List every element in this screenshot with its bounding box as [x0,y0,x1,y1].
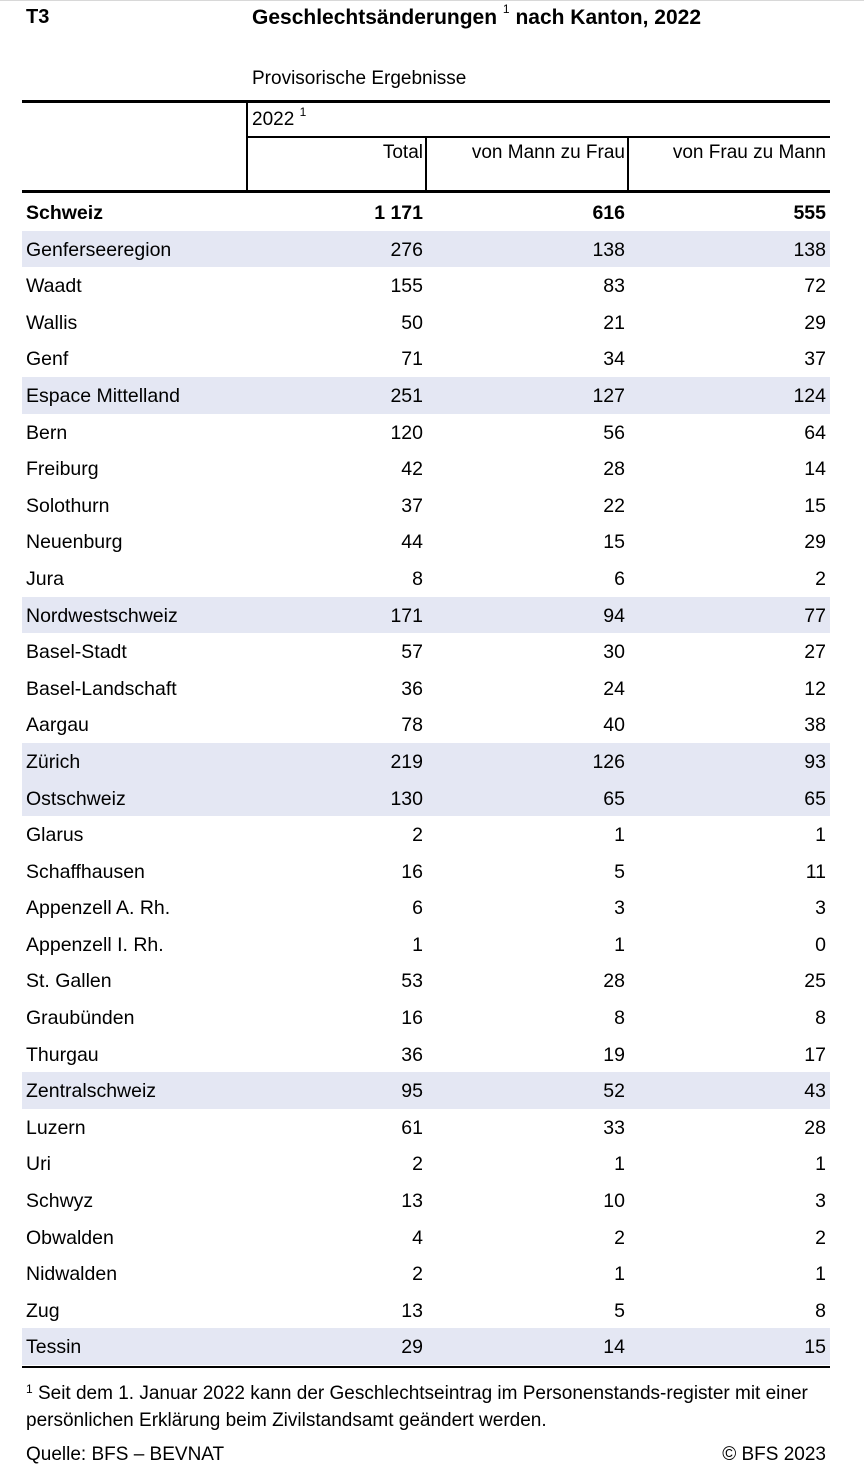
table-row [22,780,830,817]
row-label: Graubünden [26,1007,135,1030]
table-row [22,523,830,560]
table-row [22,1036,830,1073]
row-label: Uri [26,1153,51,1176]
year-header [252,105,307,131]
cell-frau-zu-mann: 138 [793,238,826,261]
title-footnote-mark: 1 [502,2,510,16]
row-label: Aargau [26,714,89,737]
cell-mann-zu-frau: 6 [614,567,625,590]
col-divider-2 [627,138,629,192]
cell-mann-zu-frau: 2 [614,1226,625,1249]
table-row [22,194,830,231]
table-row [22,597,830,634]
row-label: Obwalden [26,1226,114,1249]
cell-frau-zu-mann: 72 [804,275,826,298]
cell-mann-zu-frau: 56 [603,421,625,444]
row-label: Bern [26,421,68,444]
cell-mann-zu-frau: 22 [603,494,625,517]
cell-total: 42 [401,458,423,481]
row-label: Neuenburg [26,531,123,554]
table-subtitle: Provisorische Ergebnisse [252,68,467,89]
cell-frau-zu-mann: 3 [815,1190,826,1213]
cell-total: 219 [390,750,423,773]
table-row [22,999,830,1036]
footnote [26,1380,846,1434]
cell-total: 2 [412,1263,423,1286]
cell-frau-zu-mann: 37 [804,348,826,371]
cell-total: 171 [390,604,423,627]
cell-frau-zu-mann: 1 [815,1153,826,1176]
cell-frau-zu-mann: 124 [793,384,826,407]
row-label: Basel-Landschaft [26,677,177,700]
cell-mann-zu-frau: 52 [603,1080,625,1103]
col-header-frau-zu-mann: von Frau zu Mann [672,142,826,163]
title-text-rest: nach Kanton, 2022 [509,6,701,29]
cell-mann-zu-frau: 19 [603,1043,625,1066]
cell-total: 78 [401,714,423,737]
row-label: Schaffhausen [26,860,145,883]
cell-total: 53 [401,970,423,993]
title-text: Geschlechtsänderungen [252,6,498,29]
table-row [22,304,830,341]
cell-total: 155 [390,275,423,298]
cell-frau-zu-mann: 27 [804,641,826,664]
row-label: Luzern [26,1116,86,1139]
row-label: Appenzell I. Rh. [26,933,164,956]
cell-total: 13 [401,1190,423,1213]
row-label: Zentralschweiz [26,1080,157,1103]
cell-frau-zu-mann: 29 [804,531,826,554]
table-row [22,670,830,707]
row-label: Freiburg [26,458,99,481]
row-label: Solothurn [26,494,110,517]
footnote-mark: 1 [26,1382,33,1396]
row-label: Wallis [26,311,78,334]
cell-total: 2 [412,1153,423,1176]
table-row [22,1292,830,1329]
cell-mann-zu-frau: 126 [592,750,625,773]
cell-total: 61 [401,1116,423,1139]
table-row [22,1109,830,1146]
row-label: Nidwalden [26,1263,118,1286]
cell-mann-zu-frau: 24 [603,677,625,700]
cell-total: 50 [401,311,423,334]
cell-mann-zu-frau: 138 [592,238,625,261]
table-row [22,267,830,304]
col-header-total: Total [382,142,423,163]
cell-frau-zu-mann: 65 [804,787,826,810]
table-row [22,560,830,597]
table-bottom-rule [22,1366,830,1368]
row-label: Nordwestschweiz [26,604,178,627]
cell-total: 13 [401,1299,423,1322]
cell-mann-zu-frau: 1 [614,1153,625,1176]
table-row [22,1145,830,1182]
cell-frau-zu-mann: 8 [815,1007,826,1030]
row-label: Waadt [26,275,82,298]
table-row [22,231,830,268]
col-divider-1 [425,138,427,192]
row-label: Genferseeregion [26,238,172,261]
row-label: Jura [26,567,64,590]
cell-frau-zu-mann: 64 [804,421,826,444]
cell-mann-zu-frau: 28 [603,458,625,481]
cell-frau-zu-mann: 8 [815,1299,826,1322]
row-label: Genf [26,348,69,371]
cell-frau-zu-mann: 555 [793,202,826,224]
cell-total: 6 [412,897,423,920]
cell-frau-zu-mann: 15 [804,1336,826,1359]
col-header-mann-zu-frau: von Mann zu Frau [471,142,625,163]
cell-frau-zu-mann: 93 [804,750,826,773]
table-title [252,2,701,30]
source-line: Quelle: BFS – BEVNAT [26,1444,225,1465]
cell-frau-zu-mann: 17 [804,1043,826,1066]
table-row [22,487,830,524]
cell-total: 8 [412,567,423,590]
row-label: Schwyz [26,1190,94,1213]
cell-mann-zu-frau: 8 [614,1007,625,1030]
cell-total: 37 [401,494,423,517]
cell-mann-zu-frau: 14 [603,1336,625,1359]
row-label: Appenzell A. Rh. [26,897,171,920]
cell-total: 57 [401,641,423,664]
cell-mann-zu-frau: 10 [603,1190,625,1213]
cell-mann-zu-frau: 21 [603,311,625,334]
cell-total: 16 [401,860,423,883]
cell-mann-zu-frau: 5 [614,860,625,883]
cell-mann-zu-frau: 28 [603,970,625,993]
row-label: Tessin [26,1336,82,1359]
table-row [22,1255,830,1292]
row-label: Thurgau [26,1043,99,1066]
cell-total: 36 [401,1043,423,1066]
year-rule [246,136,830,138]
row-label: Espace Mittelland [26,384,180,407]
cell-frau-zu-mann: 77 [804,604,826,627]
table-row [22,1328,830,1365]
cell-frau-zu-mann: 0 [815,933,826,956]
row-label: Schweiz [26,202,103,224]
header-top-rule [22,100,830,103]
cell-mann-zu-frau: 83 [603,275,625,298]
cell-frau-zu-mann: 11 [805,860,826,883]
cell-mann-zu-frau: 3 [614,897,625,920]
cell-total: 2 [412,824,423,847]
table-row [22,816,830,853]
table-body [22,194,830,1365]
cell-mann-zu-frau: 65 [603,787,625,810]
cell-frau-zu-mann: 38 [804,714,826,737]
cell-frau-zu-mann: 28 [804,1116,826,1139]
cell-frau-zu-mann: 29 [804,311,826,334]
table-row [22,450,830,487]
cell-frau-zu-mann: 2 [815,567,826,590]
row-label: Zürich [26,750,81,773]
cell-frau-zu-mann: 25 [804,970,826,993]
cell-total: 29 [401,1336,423,1359]
table-row [22,377,830,414]
table-row [22,414,830,451]
table-row [22,1219,830,1256]
cell-frau-zu-mann: 3 [815,897,826,920]
table-row [22,743,830,780]
table-number: T3 [26,6,50,28]
cell-mann-zu-frau: 34 [603,348,625,371]
cell-frau-zu-mann: 1 [815,1263,826,1286]
cell-total: 36 [401,677,423,700]
cell-frau-zu-mann: 12 [804,677,826,700]
cell-mann-zu-frau: 5 [614,1299,625,1322]
cell-mann-zu-frau: 616 [592,202,625,224]
cell-mann-zu-frau: 127 [592,384,625,407]
year-footnote-mark: 1 [299,105,307,119]
table-row [22,1072,830,1109]
cell-total: 1 [412,933,423,956]
cell-mann-zu-frau: 15 [603,531,625,554]
cell-mann-zu-frau: 1 [614,824,625,847]
footnote-text: Seit dem 1. Januar 2022 kann der Geschlechtseintrag im Personenstands-register mit einer persönlichen Erklärung beim Zivilstandsamt geändert werden. [26,1383,808,1431]
cell-frau-zu-mann: 43 [804,1080,826,1103]
cell-mann-zu-frau: 40 [603,714,625,737]
cell-frau-zu-mann: 1 [815,824,826,847]
table-row [22,889,830,926]
row-label: Zug [26,1299,60,1322]
row-label: Basel-Stadt [26,641,127,664]
cell-mann-zu-frau: 30 [603,641,625,664]
header-divider-stub [246,100,248,192]
cell-mann-zu-frau: 33 [603,1116,625,1139]
cell-mann-zu-frau: 1 [614,1263,625,1286]
table-row [22,853,830,890]
cell-total: 276 [390,238,423,261]
header-bottom-rule [22,190,830,193]
cell-mann-zu-frau: 1 [614,933,625,956]
cell-total: 44 [401,531,423,554]
top-border [0,0,864,1]
cell-total: 16 [401,1007,423,1030]
cell-frau-zu-mann: 14 [804,458,826,481]
table-row [22,962,830,999]
cell-frau-zu-mann: 15 [804,494,826,517]
cell-total: 120 [390,421,423,444]
cell-total: 71 [401,348,423,371]
cell-total: 1 171 [374,202,423,224]
table-row [22,1182,830,1219]
row-label: Glarus [26,824,84,847]
table-row [22,926,830,963]
copyright: © BFS 2023 [722,1444,826,1465]
cell-total: 4 [412,1226,423,1249]
cell-total: 251 [390,384,423,407]
cell-total: 130 [390,787,423,810]
table-row [22,706,830,743]
table-row [22,633,830,670]
cell-frau-zu-mann: 2 [815,1226,826,1249]
row-label: St. Gallen [26,970,112,993]
year-label: 2022 [252,109,295,130]
cell-mann-zu-frau: 94 [603,604,625,627]
row-label: Ostschweiz [26,787,126,810]
table-row [22,340,830,377]
cell-total: 95 [401,1080,423,1103]
